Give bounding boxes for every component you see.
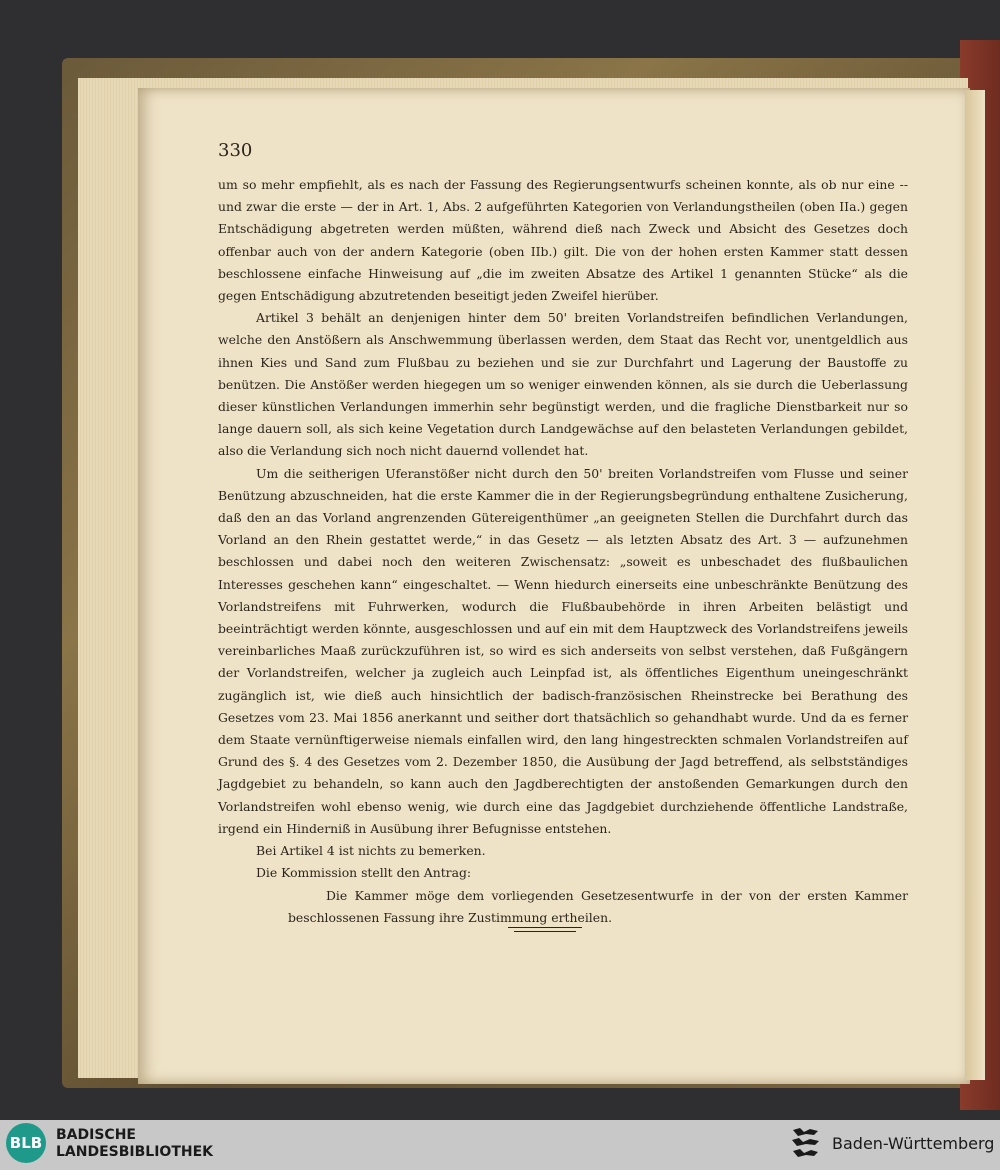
state-name[interactable]: Baden-Württemberg	[832, 1134, 995, 1153]
library-name[interactable]	[56, 1127, 213, 1161]
library-name-line-1: BADISCHE	[56, 1127, 136, 1143]
page-gutter	[965, 90, 985, 1080]
paragraph-4: Bei Artikel 4 ist nichts zu bemerken.	[256, 843, 486, 859]
motion-body: Die Kammer möge dem vorliegenden Gesetzesentwurfe in der von der ersten Kammer beschlossenen Fassung ihre Zustimmung ertheilen.	[288, 887, 908, 925]
library-name-line-2: LANDESBIBLIOTHEK	[56, 1144, 214, 1160]
blb-logo-icon[interactable]: BLB	[6, 1123, 46, 1163]
baden-wuerttemberg-crest-icon[interactable]	[790, 1126, 822, 1162]
motion-text	[218, 885, 908, 929]
page-number: 330	[218, 140, 253, 161]
page-text	[218, 174, 908, 929]
closing-rule-2	[514, 931, 576, 932]
paragraph-1: um so mehr empfiehlt, als es nach der Fassung des Regierungsentwurfs scheinen konnte, als ob nur eine -- und zwar die erste — der in Art. 1, Abs. 2 aufgeführten Kategorien von Verlandungstheilen (oben IIa.) gegen Entschädigung abgetreten werden müßten, während dieß nach Zweck und Absicht des Gesetzes doch offenbar auch von der andern Kategorie (oben IIb.) gilt. Die von der hohen ersten Kammer statt dessen beschlossene einfache Hinweisung auf „die im zweiten Absatze des Artikel 1 genannten Stücke“ als die gegen Entschädigung abzutretenden beseitigt jeden Zweifel hierüber.	[218, 177, 908, 304]
paragraph-5: Die Kommission stellt den Antrag:	[256, 865, 472, 881]
paragraph-2: Artikel 3 behält an denjenigen hinter dem 50' breiten Vorlandstreifen befindlichen Verlandungen, welche den Anstößern als Anschwemmung überlassen werden, dem Staat das Recht vor, unentgeldlich aus ihnen Kies und Sand zum Flußbau zu beziehen und sie zur Durchfahrt und Lagerung der Baustoffe zu benützen. Die Anstößer werden hiegegen um so weniger einwenden können, als sie durch die Ueberlassung dieser künstlichen Verlandungen immerhin sehr begünstigt werden, und die fragliche Dienstbarkeit nur so lange dauern soll, als sich keine Vegetation durch Landgewächse auf den belasteten Verlandungen gebildet, also die Verlandung sich noch nicht dauernd vollendet hat.	[218, 310, 908, 459]
paragraph-3: Um die seitherigen Uferanstößer nicht durch den 50' breiten Vorlandstreifen vom Flusse und seiner Benützung abzuschneiden, hat die erste Kammer die in der Regierungsbegründung enthaltene Zusicherung, daß den an das Vorland angrenzenden Gütereigenthümer „an geeigneten Stellen die Durchfahrt durch das Vorland an den Rhein gestattet werde,“ in das Gesetz — als letzten Absatz des Art. 3 — aufzunehmen beschlossen und dabei noch den weiteren Zwischensatz: „soweit es unbeschadet des flußbaulichen Interesses geschehen kann“ eingeschaltet. — Wenn hiedurch einerseits eine unbeschränkte Benützung des Vorlandstreifens mit Fuhrwerken, wodurch die Flußbaubehörde in ihren Arbeiten belästigt und beeinträchtigt werden könnte, ausgeschlossen und auf ein mit dem Hauptzweck des Vorlandstreifens jeweils vereinbarliches Maaß zurückzuführen ist, so wird es sich anderseits von selbst verstehen, daß Fußgängern der Vorlandstreifen, welcher ja zugleich auch Leinpfad ist, als öffentliches Eigenthum uneingeschränkt zugänglich ist, wie dieß auch hinsichtlich der badisch-französischen Rheinstrecke bei Berathung des Gesetzes vom 23. Mai 1856 anerkannt und seither dort thatsächlich so gehandhabt wurde. Und da es ferner dem Staate vernünftigerweise niemals einfallen wird, den lang hingestreckten schmalen Vorlandstreifen auf Grund des §. 4 des Gesetzes vom 2. Dezember 1850, die Ausübung der Jagd betreffend, als selbstständiges Jagdgebiet zu behandeln, so kann auch den Jagdberechtigten der anstoßenden Gemarkungen durch den Vorlandstreifen wohl ebenso wenig, wie durch eine das Jagdgebiet durchziehende öffentliche Landstraße, irgend ein Hinderniß in Ausübung ihrer Befugnisse entstehen.	[218, 465, 908, 836]
closing-rule	[508, 927, 582, 928]
